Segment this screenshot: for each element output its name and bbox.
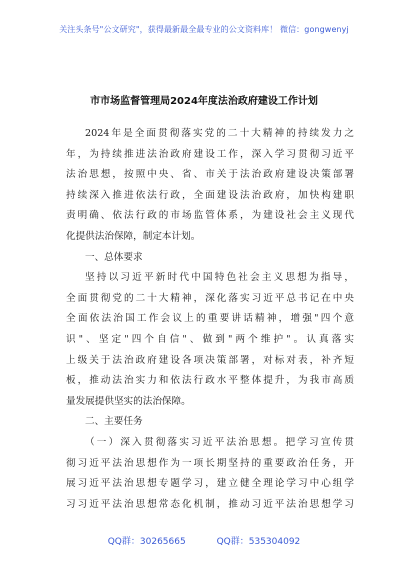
paragraph-line: 法治思想，按照中央、省、市关于法治政府建设决策部署 (66, 169, 354, 181)
paragraph-line: 年，为持续推进法治政府建设工作，深入学习贯彻习近平 (66, 148, 354, 160)
footer-banner (0, 534, 408, 547)
paragraph-line: 全面依法治国工作会议上的重要讲话精神，增强"四个意 (66, 313, 354, 325)
section-heading: 一、总体要求 (85, 251, 143, 263)
paragraph-line: 彻习近平法治思想作为一项长期坚持的重要政治任务，开 (66, 457, 354, 469)
paragraph-line: （一）深入贯彻落实习近平法治思想。把学习宣传贯 (85, 436, 354, 448)
paragraph-line: 识"、坚定"四个自信"、做到"两个维护"。认真落实 (66, 333, 354, 345)
footer-qq-group-1: QQ群：30265665 (107, 537, 186, 547)
section-heading: 二、主要任务 (85, 416, 143, 428)
paragraph-line: 习习近平法治思想常态化机制，推动习近平法治思想学习 (66, 498, 354, 510)
document-title: 市市场监督管理局2024年度法治政府建设工作计划 (90, 96, 318, 107)
paragraph-line: 持续深入推进依法行政，全面建设法治政府，加快构建职 (66, 189, 354, 201)
paragraph-line: 量发展提供坚实的法治保障。 (66, 395, 191, 407)
header-banner: 关注头条号"公文研究"，获得最新最全最专业的公文资料库！ 微信：gongwenyj (59, 25, 349, 34)
paragraph-line: 化提供法治保障，制定本计划。 (66, 230, 201, 242)
paragraph-line: 坚持以习近平新时代中国特色社会主义思想为指导， (85, 272, 354, 284)
paragraph-line: 展习近平法治思想专题学习，建立健全理论学习中心组学 (66, 478, 354, 490)
footer-qq-group-2: QQ群：535304092 (216, 537, 301, 547)
paragraph-line: 板，推动法治实力和依法行政水平整体提升，为我市高质 (66, 375, 354, 387)
paragraph-line: 上级关于法治政府建设各项决策部署，对标对表，补齐短 (66, 354, 354, 366)
paragraph-line: 责明确、依法行政的市场监管体系，为建设社会主义现代 (66, 210, 354, 222)
document-body (66, 124, 354, 515)
paragraph-line: 全面贯彻党的二十大精神，深化落实习近平总书记在中央 (66, 292, 354, 304)
paragraph-line: 2024年是全面贯彻落实党的二十大精神的持续发力之 (85, 128, 354, 139)
